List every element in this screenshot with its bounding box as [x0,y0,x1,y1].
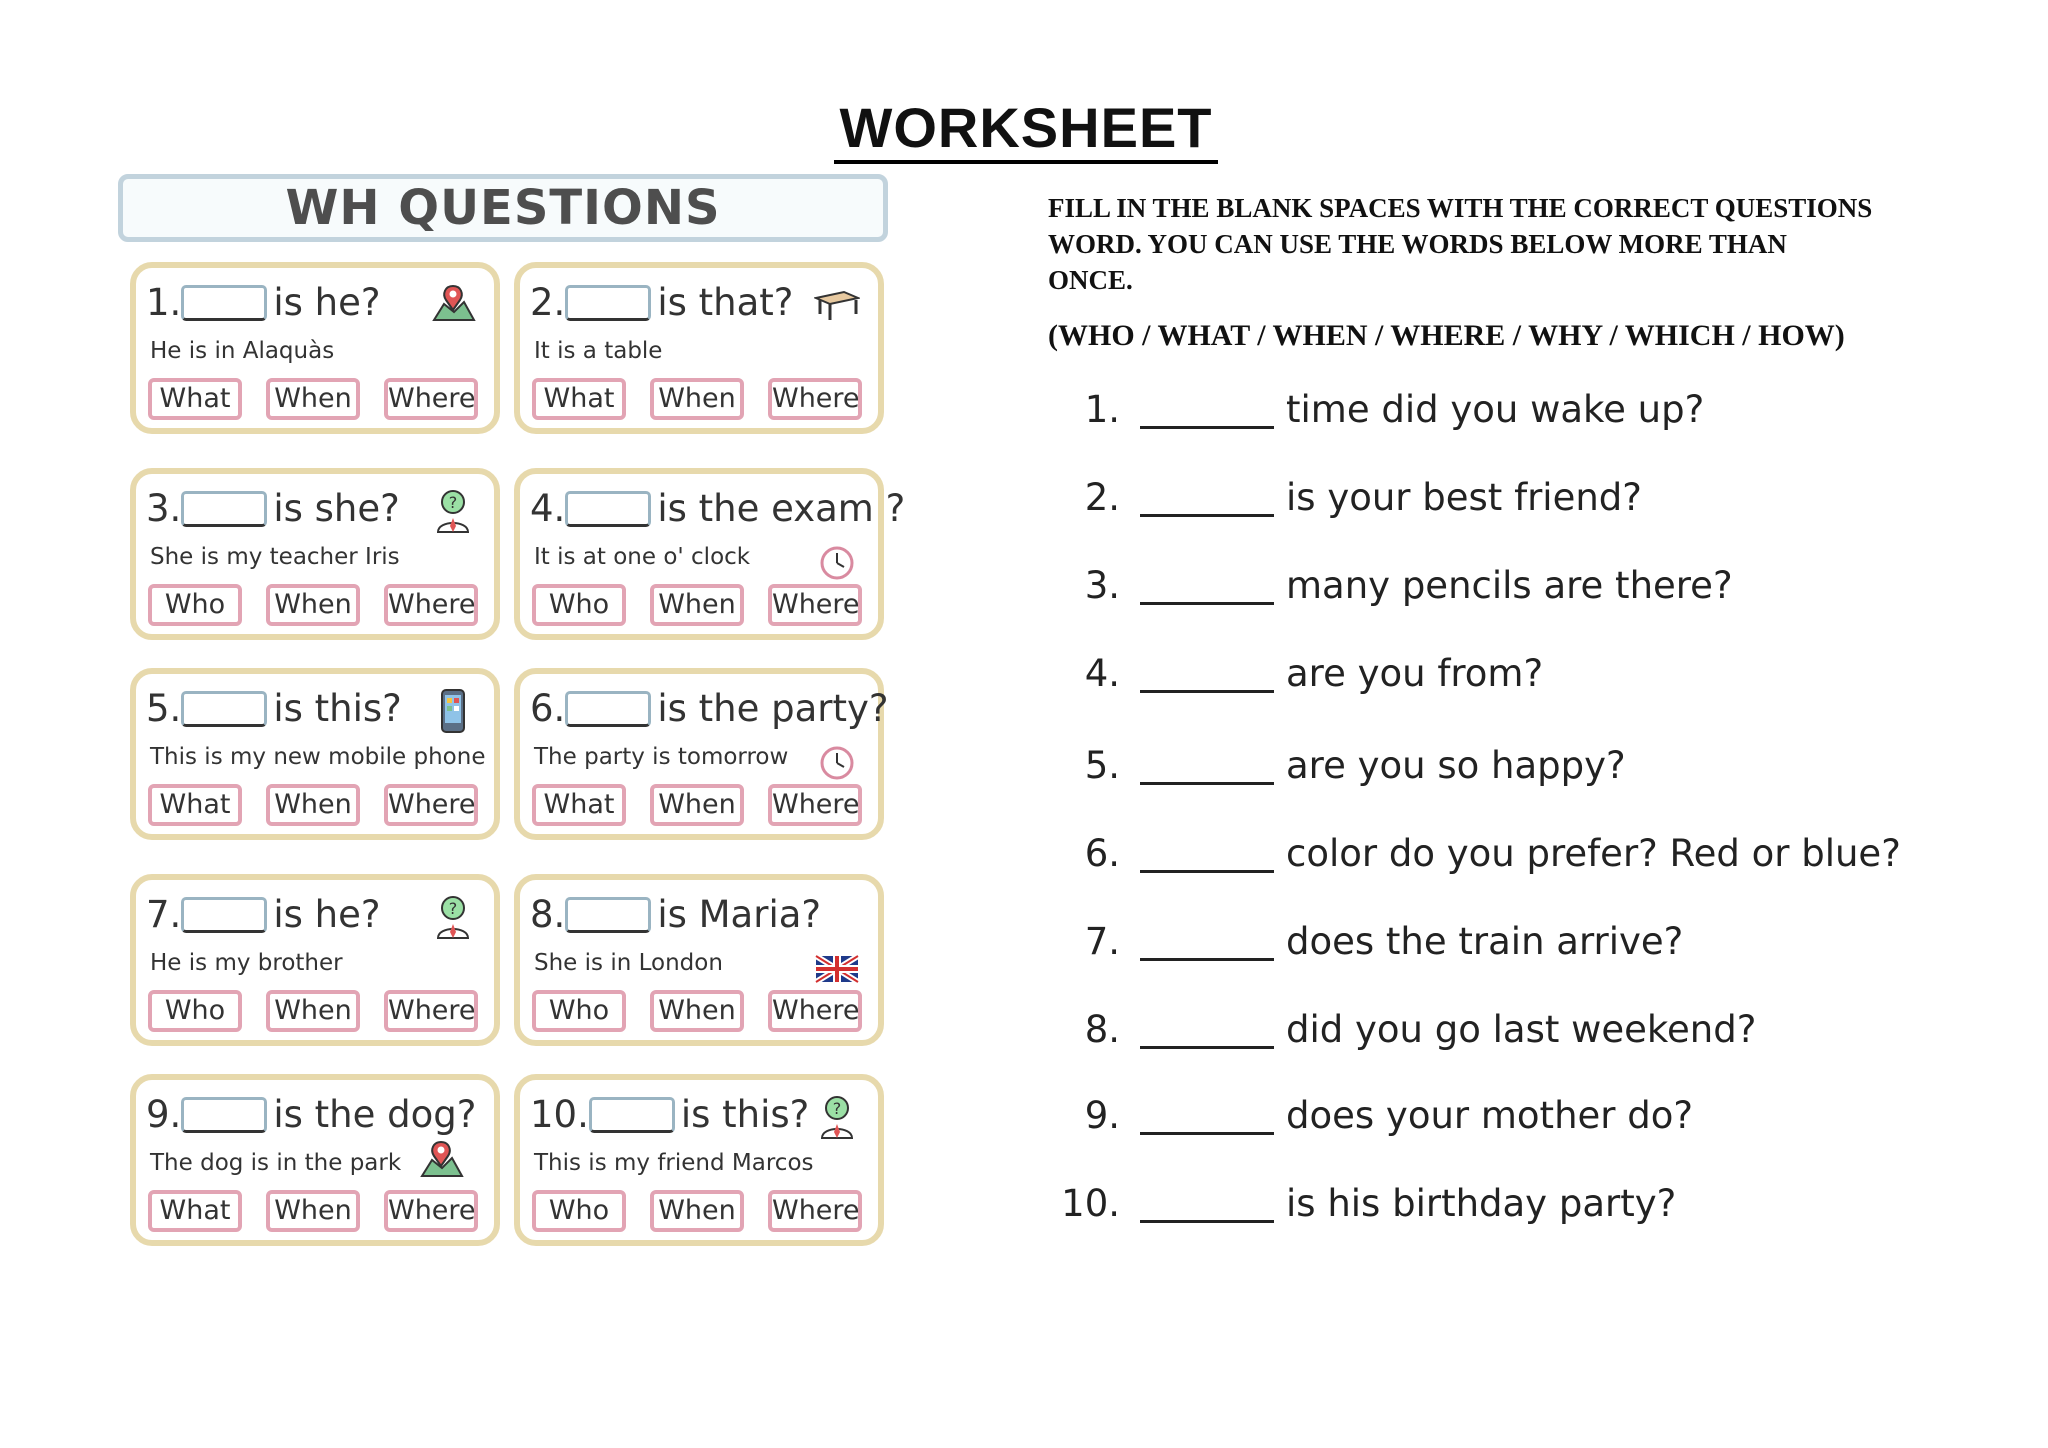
person-question-icon [430,894,476,940]
answer-blank[interactable] [1140,1000,1274,1049]
card-hint: She is in London [534,950,723,976]
option-when-button[interactable]: When [266,784,360,826]
question-card [130,468,500,640]
answer-blank[interactable] [1140,380,1274,429]
question-card [130,668,500,840]
option-when-button[interactable]: When [650,784,744,826]
wh-questions-header: WH QUESTIONS [118,174,888,242]
card-hint: The party is tomorrow [534,744,789,770]
card-question-text: is this? [273,687,402,730]
clock-icon [814,740,860,786]
card-question-text: is she? [273,487,400,530]
exercise-number: 6. [1084,832,1120,875]
answer-box[interactable] [589,1097,675,1133]
question-card [514,874,884,1046]
card-question [530,892,821,938]
exercise-number: 8. [1084,1008,1120,1051]
option-what-button[interactable]: What [148,1190,242,1232]
card-question-text: is this? [680,1093,810,1136]
card-question-text: is Maria? [657,893,822,936]
answer-box[interactable] [565,691,651,727]
answer-blank[interactable] [1140,736,1274,785]
option-when-button[interactable]: When [650,584,744,626]
exercise-text: many pencils are there? [1286,564,1733,607]
page-title: WORKSHEET [834,96,1218,164]
question-card [514,468,906,640]
option-when-button[interactable]: When [266,378,360,420]
option-where-button[interactable]: Where [384,990,478,1032]
exercise-text: did you go last weekend? [1286,1008,1757,1051]
exercise-text: does the train arrive? [1286,920,1684,963]
card-number: 5. [146,687,182,730]
answer-box[interactable] [181,285,267,321]
answer-box[interactable] [181,897,267,933]
option-where-button[interactable]: Where [768,990,862,1032]
option-where-button[interactable]: Where [768,378,862,420]
card-question [530,686,889,732]
exercise-item [1060,824,1960,884]
card-hint: The dog is in the park [150,1150,402,1176]
card-options [148,990,478,1032]
answer-blank[interactable] [1140,468,1274,517]
card-hint: He is my brother [150,950,343,976]
exercise-item [1060,1000,1960,1060]
exercise-text: time did you wake up? [1286,388,1705,431]
exercise-item [1060,736,1960,796]
exercise-text: are you from? [1286,652,1544,695]
option-what-button[interactable]: What [148,784,242,826]
option-who-button[interactable]: Who [532,1190,626,1232]
option-when-button[interactable]: When [266,1190,360,1232]
option-where-button[interactable]: Where [768,784,862,826]
answer-box[interactable] [565,897,651,933]
card-options [532,784,862,826]
exercise-number: 7. [1084,920,1120,963]
card-number: 10. [530,1093,589,1136]
exercise-item [1060,912,1960,972]
instructions: FILL IN THE BLANK SPACES WITH THE CORRECT QUESTIONS WORD. YOU CAN USE THE WORDS BELOW MORE THAN ONCE. [1048,193,1873,295]
answer-box[interactable] [565,285,651,321]
svg-text:?: ? [448,493,458,512]
exercise-item [1060,644,1960,704]
answer-blank[interactable] [1140,556,1274,605]
question-card [130,262,500,434]
svg-text:?: ? [832,1099,842,1118]
card-number: 4. [530,487,566,530]
answer-box[interactable] [565,491,651,527]
exercise-item [1060,556,1960,616]
option-where-button[interactable]: Where [768,1190,862,1232]
card-question-text: is the exam ? [657,487,906,530]
card-hint: This is my new mobile phone [150,744,486,770]
answer-box[interactable] [181,691,267,727]
exercise-item [1060,1174,1960,1234]
map-pin-icon [418,1138,464,1184]
svg-text:?: ? [448,899,458,918]
wh-questions-panel [116,172,906,1272]
card-question [146,1092,476,1138]
option-who-button[interactable]: Who [148,584,242,626]
exercise-text: color do you prefer? Red or blue? [1286,832,1901,875]
answer-box[interactable] [181,491,267,527]
card-question [530,1092,809,1138]
option-what-button[interactable]: What [532,784,626,826]
answer-blank[interactable] [1140,1174,1274,1223]
card-question [146,686,402,732]
person-question-icon [430,488,476,534]
option-where-button[interactable]: Where [384,1190,478,1232]
card-number: 1. [146,281,182,324]
exercise-text: are you so happy? [1286,744,1626,787]
answer-box[interactable] [181,1097,267,1133]
card-question-text: is he? [273,893,381,936]
card-options [148,1190,478,1232]
exercise-number: 4. [1084,652,1120,695]
phone-icon [430,688,476,734]
option-who-button[interactable]: Who [532,584,626,626]
card-options [148,784,478,826]
clock-icon [814,540,860,586]
card-number: 7. [146,893,182,936]
card-question [146,892,380,938]
option-where-button[interactable]: Where [768,584,862,626]
table-icon [814,282,860,328]
exercise-number: 3. [1084,564,1120,607]
option-where-button[interactable]: Where [384,584,478,626]
card-question [146,486,400,532]
card-number: 2. [530,281,566,324]
question-card [130,1074,500,1246]
card-hint: She is my teacher Iris [150,544,400,570]
option-what-button[interactable]: What [148,378,242,420]
card-hint: He is in Alaquàs [150,338,335,364]
option-when-button[interactable]: When [650,378,744,420]
card-number: 8. [530,893,566,936]
card-question-text: is he? [273,281,381,324]
card-options [148,584,478,626]
option-what-button[interactable]: What [532,378,626,420]
card-question-text: is that? [657,281,794,324]
exercise-number: 9. [1084,1094,1120,1137]
answer-blank[interactable] [1140,644,1274,693]
card-question [530,486,905,532]
card-options [532,584,862,626]
option-when-button[interactable]: When [266,584,360,626]
card-options [532,378,862,420]
card-options [532,1190,862,1232]
exercise-item [1060,468,1960,528]
card-hint: It is at one o' clock [534,544,751,570]
exercise-text: does your mother do? [1286,1094,1694,1137]
person-question-icon [814,1094,860,1140]
card-options [532,990,862,1032]
uk-flag-icon [814,946,860,992]
card-number: 9. [146,1093,182,1136]
question-card [514,262,884,434]
exercise-number: 10. [1061,1182,1120,1225]
card-question-text: is the party? [657,687,889,730]
answer-blank[interactable] [1140,1086,1274,1135]
card-question [530,280,793,326]
exercise-text: is his birthday party? [1286,1182,1677,1225]
option-when-button[interactable]: When [650,990,744,1032]
exercise-text: is your best friend? [1286,476,1642,519]
option-when-button[interactable]: When [650,1190,744,1232]
option-where-button[interactable]: Where [384,784,478,826]
card-options [148,378,478,420]
exercise-number: 5. [1084,744,1120,787]
card-hint: It is a table [534,338,663,364]
card-number: 3. [146,487,182,530]
option-when-button[interactable]: When [266,990,360,1032]
word-list: (WHO / WHAT / WHEN / WHERE / WHY / WHICH / HOW) [1048,319,1845,352]
exercise-item [1060,380,1960,440]
exercise-number: 2. [1084,476,1120,519]
answer-blank[interactable] [1140,824,1274,873]
question-card [514,1074,884,1246]
question-card [514,668,889,840]
card-question-text: is the dog? [273,1093,477,1136]
option-who-button[interactable]: Who [532,990,626,1032]
exercise-number: 1. [1084,388,1120,431]
question-card [130,874,500,1046]
card-question [146,280,380,326]
answer-blank[interactable] [1140,912,1274,961]
option-who-button[interactable]: Who [148,990,242,1032]
card-number: 6. [530,687,566,730]
exercise-item [1060,1086,1960,1146]
card-hint: This is my friend Marcos [534,1150,814,1176]
option-where-button[interactable]: Where [384,378,478,420]
map-pin-icon [430,282,476,328]
